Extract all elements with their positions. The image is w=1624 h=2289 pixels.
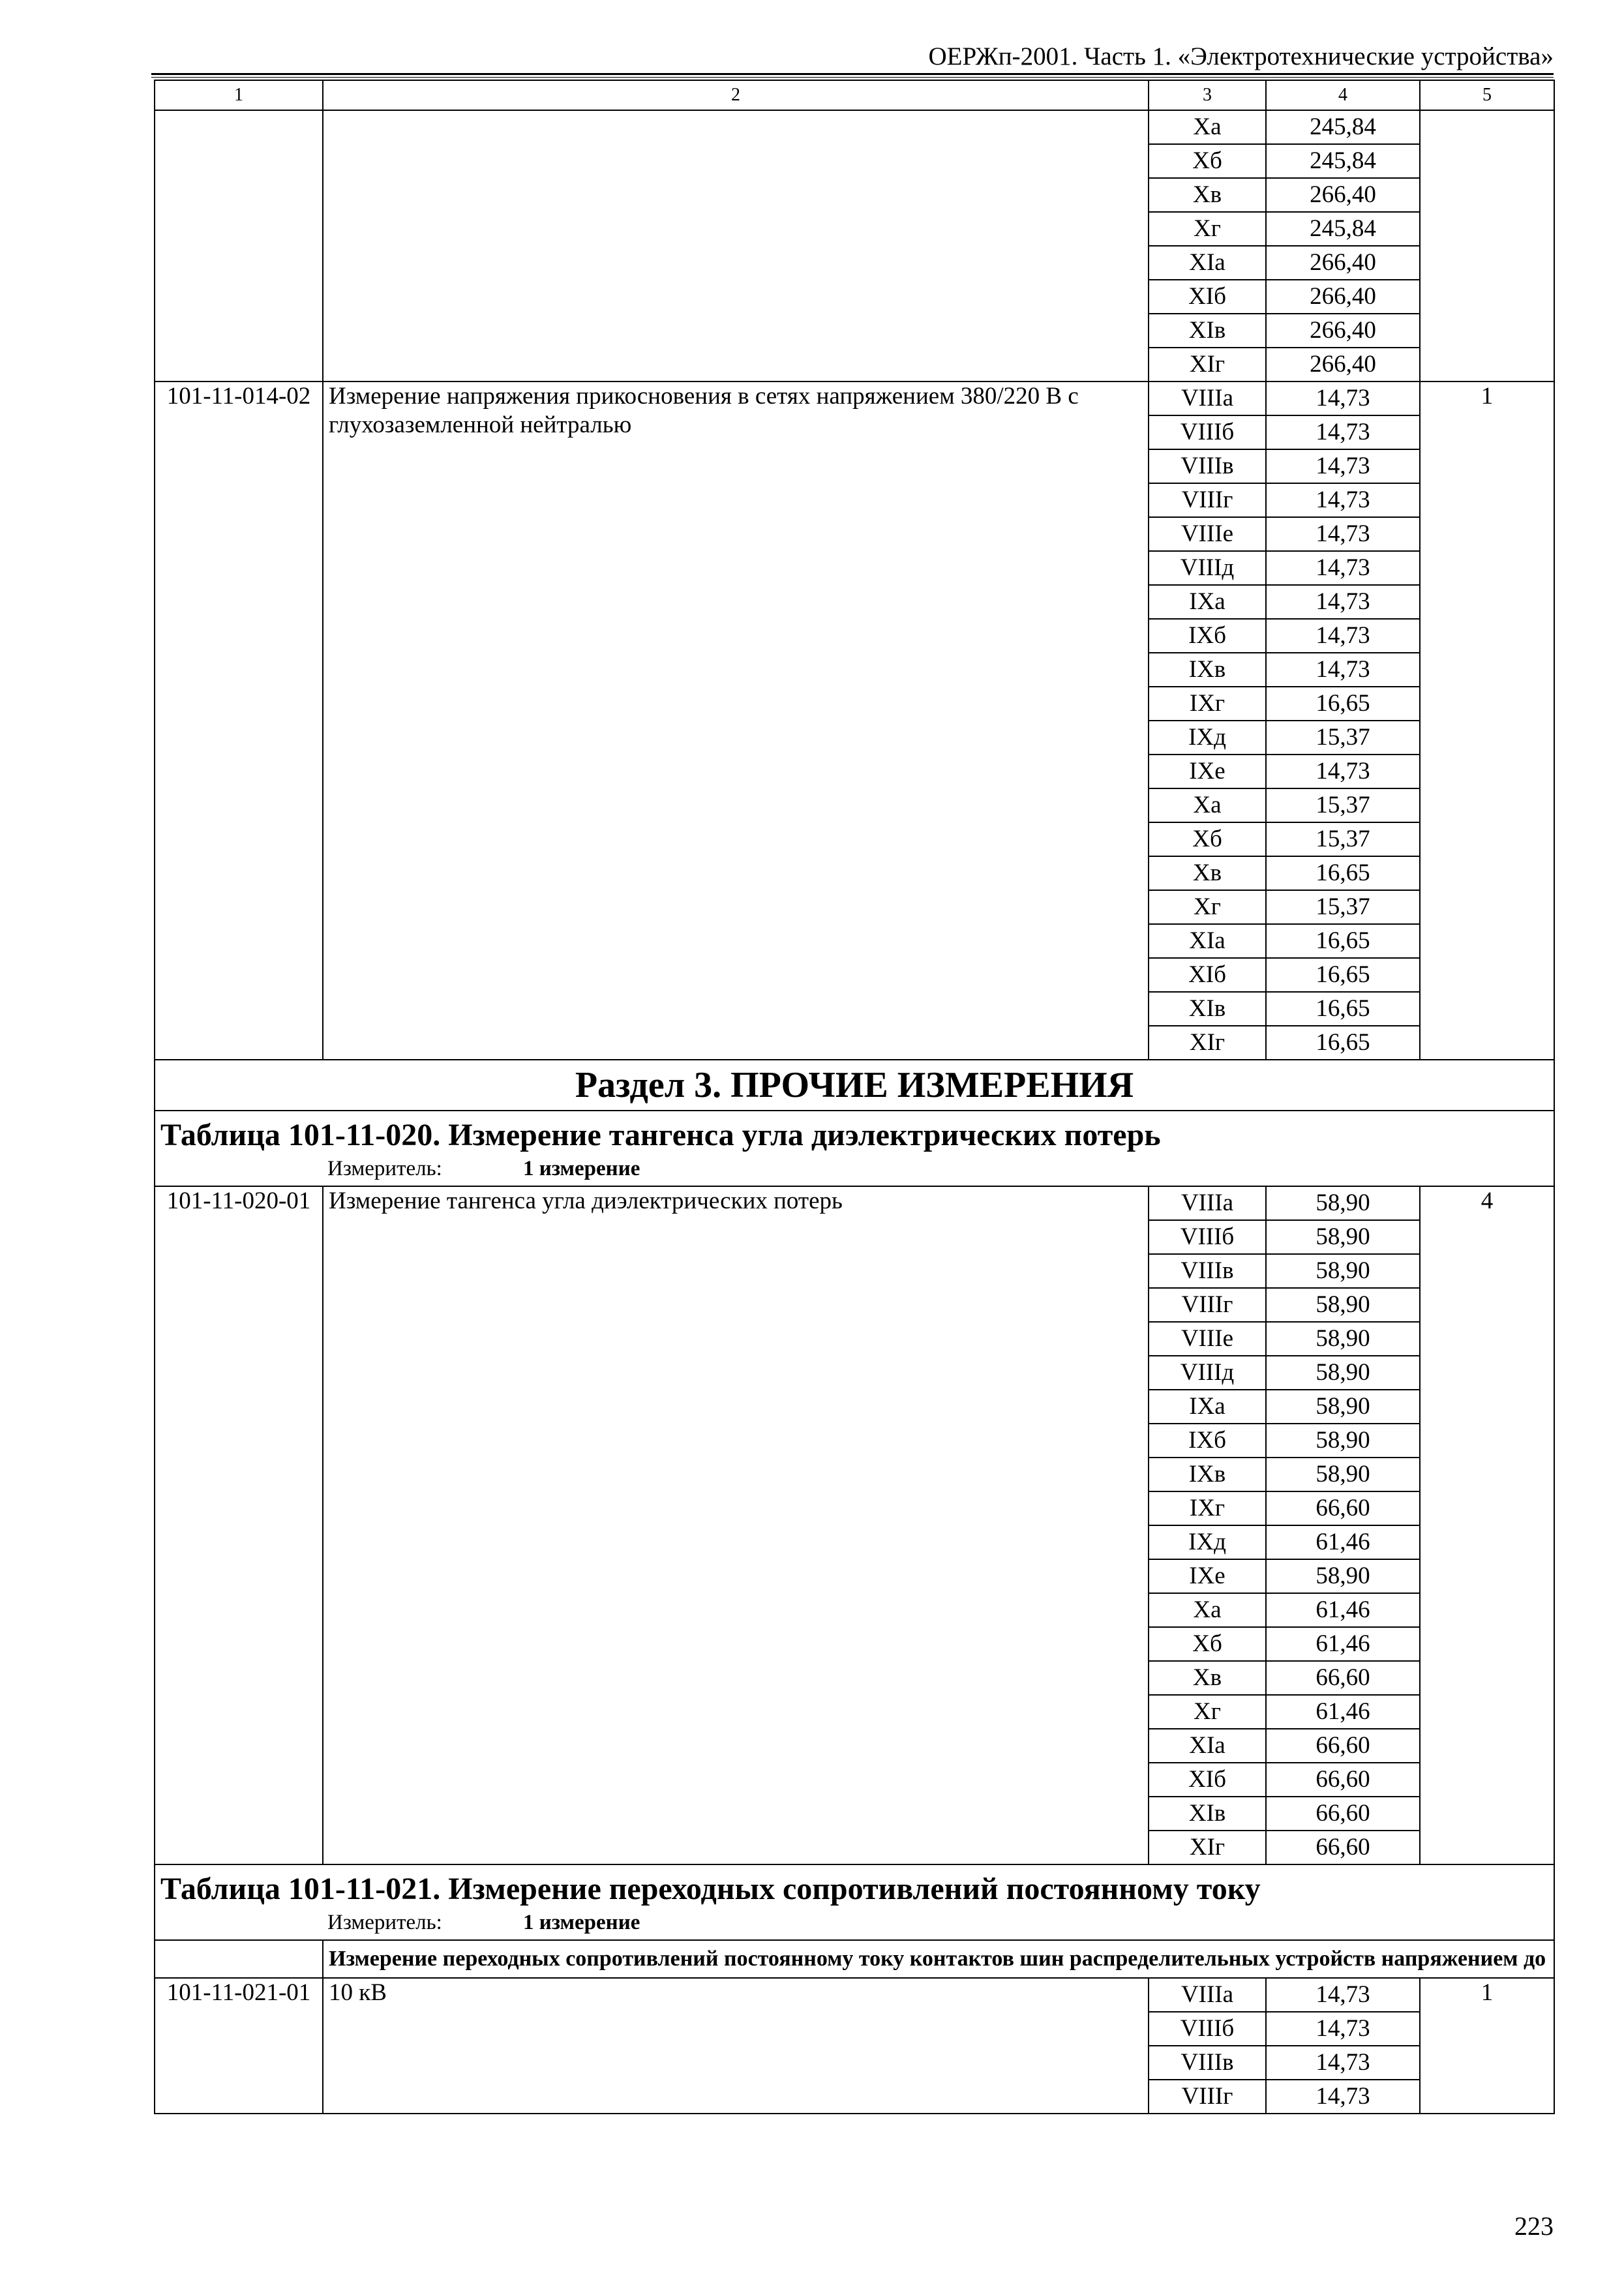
zone-cell: VIIIг (1149, 2080, 1266, 2114)
zone-cell: VIIIд (1149, 1356, 1266, 1390)
page-header: ОЕРЖп-2001. Часть 1. «Электротехнические устройства» (928, 42, 1554, 70)
value-cell: 266,40 (1266, 280, 1420, 314)
page-number: 223 (1514, 2211, 1554, 2241)
rate-code: 101-11-021-01 (155, 1978, 323, 2114)
zone-cell: VIIIг (1149, 1288, 1266, 1322)
zone-cell: XIб (1149, 280, 1266, 314)
zone-cell: VIIIa (1149, 1978, 1266, 2012)
table-row (155, 1978, 1554, 2012)
zone-cell: VIIIб (1149, 2012, 1266, 2046)
zone-cell: VIIIв (1149, 449, 1266, 483)
zone-cell: XIв (1149, 314, 1266, 348)
table-heading-row (155, 1111, 1554, 1186)
table-heading-row (155, 1864, 1554, 1940)
meter-label: Измеритель: (327, 1911, 442, 1934)
value-cell: 14,73 (1266, 2012, 1420, 2046)
zone-cell: XIг (1149, 348, 1266, 382)
zone-cell: Xг (1149, 890, 1266, 924)
value-cell: 58,90 (1266, 1254, 1420, 1288)
zone-cell: IXб (1149, 619, 1266, 653)
zone-cell: Xб (1149, 1627, 1266, 1661)
zone-cell: XIб (1149, 1763, 1266, 1797)
zone-cell: VIIIe (1149, 517, 1266, 551)
value-cell: 14,73 (1266, 619, 1420, 653)
value-cell: 16,65 (1266, 924, 1420, 958)
value-cell: 61,46 (1266, 1627, 1420, 1661)
zone-cell: Xб (1149, 144, 1266, 178)
value-cell: 58,90 (1266, 1458, 1420, 1491)
value-cell: 61,46 (1266, 1695, 1420, 1729)
value-cell: 61,46 (1266, 1593, 1420, 1627)
rate-description (323, 110, 1149, 382)
zone-cell: Xг (1149, 212, 1266, 246)
zone-cell: IXa (1149, 585, 1266, 619)
subheading-text: Измерение переходных сопротивлений постоянному току контактов шин распределительных устройств напряжением до (323, 1940, 1554, 1978)
zone-cell: VIIIг (1149, 483, 1266, 517)
zone-cell: VIIIв (1149, 1254, 1266, 1288)
value-cell: 16,65 (1266, 1026, 1420, 1060)
value-cell: 14,73 (1266, 382, 1420, 415)
value-cell: 14,73 (1266, 551, 1420, 585)
zone-cell: XIa (1149, 924, 1266, 958)
zone-cell: IXa (1149, 1390, 1266, 1424)
value-cell: 14,73 (1266, 517, 1420, 551)
column-number: 4 (1266, 80, 1420, 110)
value-cell: 16,65 (1266, 992, 1420, 1026)
value-cell: 66,60 (1266, 1763, 1420, 1797)
value-cell: 66,60 (1266, 1729, 1420, 1763)
value-cell: 14,73 (1266, 415, 1420, 449)
rates-table (154, 80, 1555, 2114)
value-cell: 61,46 (1266, 1525, 1420, 1559)
value-cell: 16,65 (1266, 687, 1420, 721)
table-row (155, 1186, 1554, 1220)
value-cell: 66,60 (1266, 1491, 1420, 1525)
value-cell: 14,73 (1266, 2080, 1420, 2114)
zone-cell: IXг (1149, 687, 1266, 721)
column5-cell: 1 (1420, 1978, 1554, 2114)
zone-cell: VIIIд (1149, 551, 1266, 585)
zone-cell: Xб (1149, 822, 1266, 856)
header-rule-thin (151, 77, 1554, 78)
zone-cell: Xв (1149, 856, 1266, 890)
value-cell: 58,90 (1266, 1390, 1420, 1424)
table-title: Таблица 101-11-020. Измерение тангенса угла диэлектрических потерь (160, 1118, 1161, 1152)
rate-code: 101-11-014-02 (155, 382, 323, 1060)
zone-cell: Xa (1149, 110, 1266, 144)
value-cell: 14,73 (1266, 2046, 1420, 2080)
value-cell: 14,73 (1266, 755, 1420, 788)
column5-cell (1420, 110, 1554, 382)
value-cell: 58,90 (1266, 1220, 1420, 1254)
zone-cell: VIIIa (1149, 1186, 1266, 1220)
rate-description: Измерение напряжения прикосновения в сетях напряжением 380/220 В с глухозаземленной нейтралью (323, 382, 1149, 1060)
table-heading (155, 1864, 1554, 1940)
zone-cell: IXe (1149, 755, 1266, 788)
table-row (155, 382, 1554, 415)
zone-cell: XIa (1149, 246, 1266, 280)
value-cell: 16,65 (1266, 958, 1420, 992)
column-number: 5 (1420, 80, 1554, 110)
subheading-empty-cell (155, 1940, 323, 1978)
zone-cell: IXб (1149, 1424, 1266, 1458)
column-number-row (155, 80, 1554, 110)
rate-code: 101-11-020-01 (155, 1186, 323, 1864)
value-cell: 245,84 (1266, 110, 1420, 144)
value-cell: 14,73 (1266, 483, 1420, 517)
zone-cell: IXe (1149, 1559, 1266, 1593)
value-cell: 58,90 (1266, 1322, 1420, 1356)
value-cell: 15,37 (1266, 822, 1420, 856)
value-cell: 14,73 (1266, 1978, 1420, 2012)
zone-cell: VIIIв (1149, 2046, 1266, 2080)
header-rule (151, 73, 1554, 75)
table-row (155, 110, 1554, 144)
value-cell: 14,73 (1266, 585, 1420, 619)
column-number: 1 (155, 80, 323, 110)
section-title: Раздел 3. ПРОЧИЕ ИЗМЕРЕНИЯ (155, 1060, 1554, 1111)
zone-cell: IXв (1149, 653, 1266, 687)
value-cell: 58,90 (1266, 1424, 1420, 1458)
value-cell: 58,90 (1266, 1186, 1420, 1220)
meter-line (160, 1156, 1548, 1182)
value-cell: 66,60 (1266, 1797, 1420, 1831)
zone-cell: VIIIб (1149, 415, 1266, 449)
value-cell: 15,37 (1266, 721, 1420, 755)
value-cell: 16,65 (1266, 856, 1420, 890)
table-title: Таблица 101-11-021. Измерение переходных сопротивлений постоянному току (160, 1872, 1261, 1906)
zone-cell: Xг (1149, 1695, 1266, 1729)
value-cell: 266,40 (1266, 314, 1420, 348)
column5-cell: 1 (1420, 382, 1554, 1060)
zone-cell: VIIIa (1149, 382, 1266, 415)
rate-description: 10 кВ (323, 1978, 1149, 2114)
value-cell: 245,84 (1266, 144, 1420, 178)
section-heading-row (155, 1060, 1554, 1111)
rate-code (155, 110, 323, 382)
meter-line (160, 1909, 1548, 1936)
zone-cell: VIIIб (1149, 1220, 1266, 1254)
value-cell: 58,90 (1266, 1559, 1420, 1593)
meter-value: 1 измерение (523, 1157, 640, 1180)
value-cell: 15,37 (1266, 788, 1420, 822)
value-cell: 58,90 (1266, 1356, 1420, 1390)
value-cell: 245,84 (1266, 212, 1420, 246)
column5-cell: 4 (1420, 1186, 1554, 1864)
value-cell: 14,73 (1266, 449, 1420, 483)
zone-cell: IXд (1149, 1525, 1266, 1559)
meter-label: Измеритель: (327, 1157, 442, 1180)
meter-value: 1 измерение (523, 1911, 640, 1934)
subheading-row (155, 1940, 1554, 1978)
zone-cell: XIг (1149, 1831, 1266, 1864)
value-cell: 58,90 (1266, 1288, 1420, 1322)
rate-description: Измерение тангенса угла диэлектрических потерь (323, 1186, 1149, 1864)
zone-cell: Xв (1149, 178, 1266, 212)
zone-cell: IXг (1149, 1491, 1266, 1525)
zone-cell: XIв (1149, 992, 1266, 1026)
zone-cell: IXв (1149, 1458, 1266, 1491)
value-cell: 15,37 (1266, 890, 1420, 924)
zone-cell: VIIIe (1149, 1322, 1266, 1356)
column-number: 3 (1149, 80, 1266, 110)
zone-cell: XIa (1149, 1729, 1266, 1763)
zone-cell: Xв (1149, 1661, 1266, 1695)
zone-cell: Xa (1149, 788, 1266, 822)
zone-cell: XIг (1149, 1026, 1266, 1060)
zone-cell: XIв (1149, 1797, 1266, 1831)
column-number: 2 (323, 80, 1149, 110)
zone-cell: XIб (1149, 958, 1266, 992)
value-cell: 266,40 (1266, 348, 1420, 382)
table-heading (155, 1111, 1554, 1186)
zone-cell: Xa (1149, 1593, 1266, 1627)
zone-cell: IXд (1149, 721, 1266, 755)
value-cell: 14,73 (1266, 653, 1420, 687)
value-cell: 266,40 (1266, 178, 1420, 212)
value-cell: 266,40 (1266, 246, 1420, 280)
value-cell: 66,60 (1266, 1661, 1420, 1695)
value-cell: 66,60 (1266, 1831, 1420, 1864)
